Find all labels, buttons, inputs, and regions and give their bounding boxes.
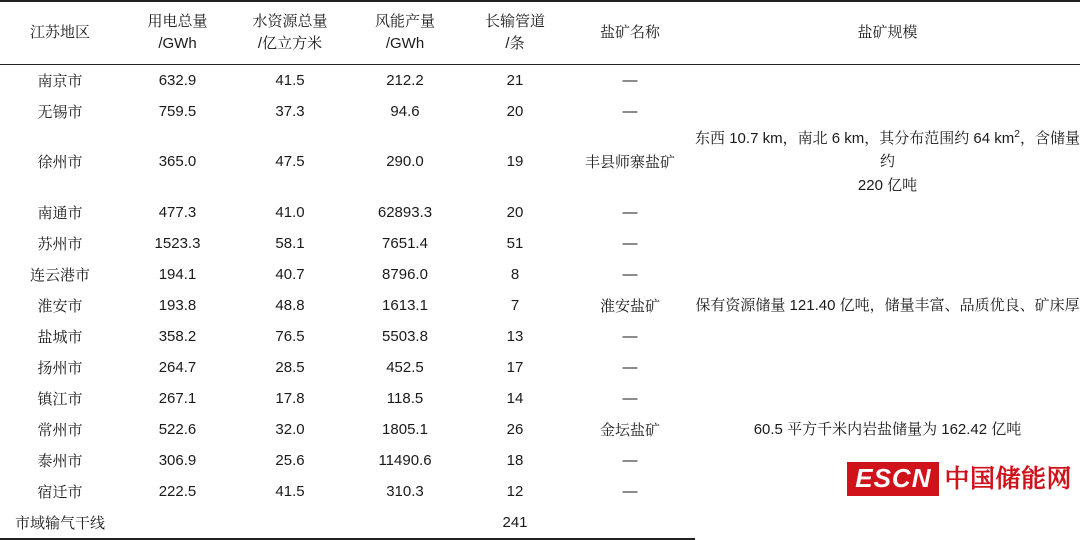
cell-electricity: 264.7 xyxy=(158,358,197,376)
cell-electricity: 267.1 xyxy=(158,389,197,407)
cell-mine-name: — xyxy=(622,327,638,345)
cell-total-wind xyxy=(345,507,465,539)
cell-water: 28.5 xyxy=(275,358,305,376)
cell-mine-name: — xyxy=(622,451,638,469)
header-pipelines-line2: /条 xyxy=(505,35,525,52)
cell-water: 40.7 xyxy=(275,265,305,283)
watermark-badge: ESCN xyxy=(847,462,939,495)
cell-wind: 452.5 xyxy=(386,358,424,376)
header-pipelines-line1: 长输管道 xyxy=(484,13,545,31)
header-mine-name-line1: 盐矿名称 xyxy=(599,24,660,42)
header-pipelines xyxy=(465,1,565,65)
cell-wind: 1613.1 xyxy=(382,296,428,314)
cell-region: 常州市 xyxy=(37,421,83,439)
cell-mine-name: — xyxy=(622,203,638,221)
cell-water: 58.1 xyxy=(275,234,305,252)
cell-mine-scale-empty xyxy=(695,321,1080,414)
cell-wind: 8796.0 xyxy=(382,265,428,283)
cell-water: 41.5 xyxy=(275,482,305,500)
cell-electricity: 193.8 xyxy=(158,296,197,314)
cell-region: 南通市 xyxy=(37,204,83,222)
cell-region: 淮安市 xyxy=(37,297,83,315)
table-row xyxy=(0,197,1080,228)
table-row xyxy=(0,290,1080,321)
cell-wind: 7651.4 xyxy=(382,234,428,252)
cell-region: 盐城市 xyxy=(37,328,83,346)
cell-mine-name: 金坛盐矿 xyxy=(599,421,660,439)
cell-water: 47.5 xyxy=(275,153,305,171)
cell-wind: 62893.3 xyxy=(377,203,433,221)
cell-mine-name: — xyxy=(622,389,638,407)
cell-region: 南京市 xyxy=(37,73,83,90)
cell-electricity: 759.5 xyxy=(158,103,197,120)
cell-total-label: 市域输气干线 xyxy=(0,507,120,539)
cell-water: 25.6 xyxy=(275,451,305,469)
watermark-text: 中国储能网 xyxy=(944,464,1072,493)
cell-electricity: 358.2 xyxy=(158,327,197,345)
cell-region: 无锡市 xyxy=(37,104,83,121)
cell-mine-scale-empty xyxy=(695,197,1080,290)
header-wind-line1: 风能产量 xyxy=(374,13,435,31)
cell-water: 48.8 xyxy=(275,296,305,314)
cell-total-mine-name xyxy=(565,507,695,539)
cell-pipelines: 20 xyxy=(506,103,524,120)
cell-pipelines: 19 xyxy=(506,153,524,171)
cell-mine-scale: 保有资源储量 121.40 亿吨，储量丰富、品质优良、矿床厚 xyxy=(695,296,1080,314)
cell-pipelines: 14 xyxy=(506,389,524,407)
header-mine-scale-line1: 盐矿规模 xyxy=(857,24,918,42)
table-row xyxy=(0,65,1080,97)
cell-electricity: 1523.3 xyxy=(154,234,201,252)
cell-region: 连云港市 xyxy=(29,266,90,284)
cell-water: 41.0 xyxy=(275,203,305,221)
header-mine-scale xyxy=(695,1,1080,65)
cell-water: 17.8 xyxy=(275,389,305,407)
cell-wind: 212.2 xyxy=(386,72,424,89)
cell-total-water xyxy=(235,507,345,539)
header-mine-name xyxy=(565,1,695,65)
table-row xyxy=(0,127,1080,197)
cell-water: 76.5 xyxy=(275,327,305,345)
cell-mine-name: — xyxy=(622,72,638,89)
cell-total-pipelines: 241 xyxy=(465,507,565,539)
cell-electricity: 522.6 xyxy=(158,420,197,438)
cell-electricity: 365.0 xyxy=(158,153,197,171)
cell-region: 泰州市 xyxy=(37,452,83,470)
cell-electricity: 222.5 xyxy=(158,482,197,500)
cell-pipelines: 13 xyxy=(506,327,524,345)
cell-pipelines: 8 xyxy=(510,265,520,283)
header-row xyxy=(0,1,1080,65)
header-region-line1: 江苏地区 xyxy=(29,24,90,42)
watermark-logo xyxy=(847,462,1072,496)
header-water-line1: 水资源总量 xyxy=(252,13,328,31)
cell-pipelines: 26 xyxy=(506,420,524,438)
scale-text-superscript: 2 xyxy=(1014,129,1020,140)
cell-mine-name: 淮安盐矿 xyxy=(599,297,660,315)
cell-wind: 5503.8 xyxy=(382,327,428,345)
cell-pipelines: 7 xyxy=(510,296,520,314)
cell-wind: 94.6 xyxy=(390,103,420,120)
cell-mine-scale: 60.5 平方千米内岩盐储量为 162.42 亿吨 xyxy=(753,420,1022,438)
cell-water: 37.3 xyxy=(275,103,305,120)
cell-region: 宿迁市 xyxy=(37,483,83,501)
cell-electricity: 632.9 xyxy=(158,72,197,89)
cell-mine-name: — xyxy=(622,358,638,376)
cell-wind: 118.5 xyxy=(386,389,424,407)
cell-pipelines: 17 xyxy=(506,358,524,376)
cell-electricity: 477.3 xyxy=(158,203,197,221)
cell-wind: 11490.6 xyxy=(378,451,432,469)
header-wind xyxy=(345,1,465,65)
cell-mine-name: — xyxy=(622,265,638,283)
cell-water: 41.5 xyxy=(275,72,305,89)
cell-electricity: 306.9 xyxy=(158,451,197,469)
header-water xyxy=(235,1,345,65)
table-row xyxy=(0,414,1080,445)
cell-pipelines: 20 xyxy=(506,203,524,221)
cell-electricity: 194.1 xyxy=(158,265,197,283)
header-region xyxy=(0,1,120,65)
cell-region: 扬州市 xyxy=(37,359,83,377)
cell-pipelines: 21 xyxy=(506,72,524,89)
cell-mine-name: — xyxy=(622,482,638,500)
cell-wind: 310.3 xyxy=(386,482,424,500)
cell-mine-name: 丰县师寨盐矿 xyxy=(584,154,675,172)
cell-wind: 290.0 xyxy=(386,153,424,171)
cell-total-electricity xyxy=(120,507,235,539)
scale-text-line2: 220 亿吨 xyxy=(857,176,918,194)
table-header xyxy=(0,1,1080,65)
cell-region: 苏州市 xyxy=(37,235,83,253)
header-electricity-line1: 用电总量 xyxy=(147,13,208,31)
header-electricity-line2: /GWh xyxy=(158,35,197,52)
cell-region: 镇江市 xyxy=(37,390,83,408)
cell-water: 32.0 xyxy=(275,420,305,438)
cell-mine-scale-empty xyxy=(695,65,1080,128)
scale-text-part1: 东西 10.7 km，南北 6 km，其分布范围约 64 km xyxy=(695,130,1015,147)
header-wind-line2: /GWh xyxy=(385,35,425,52)
cell-wind: 1805.1 xyxy=(382,420,428,438)
table-row xyxy=(0,321,1080,352)
cell-mine-name: — xyxy=(622,234,638,252)
cell-pipelines: 12 xyxy=(506,482,524,500)
cell-region: 徐州市 xyxy=(37,154,83,172)
header-water-line2: /亿立方米 xyxy=(257,35,323,52)
header-electricity xyxy=(120,1,235,65)
scale-text-part2: ，含储量约 xyxy=(879,130,1080,171)
cell-pipelines: 18 xyxy=(506,451,524,469)
cell-pipelines: 51 xyxy=(506,234,524,252)
cell-mine-name: — xyxy=(622,103,638,120)
cell-mine-scale xyxy=(695,127,1080,197)
